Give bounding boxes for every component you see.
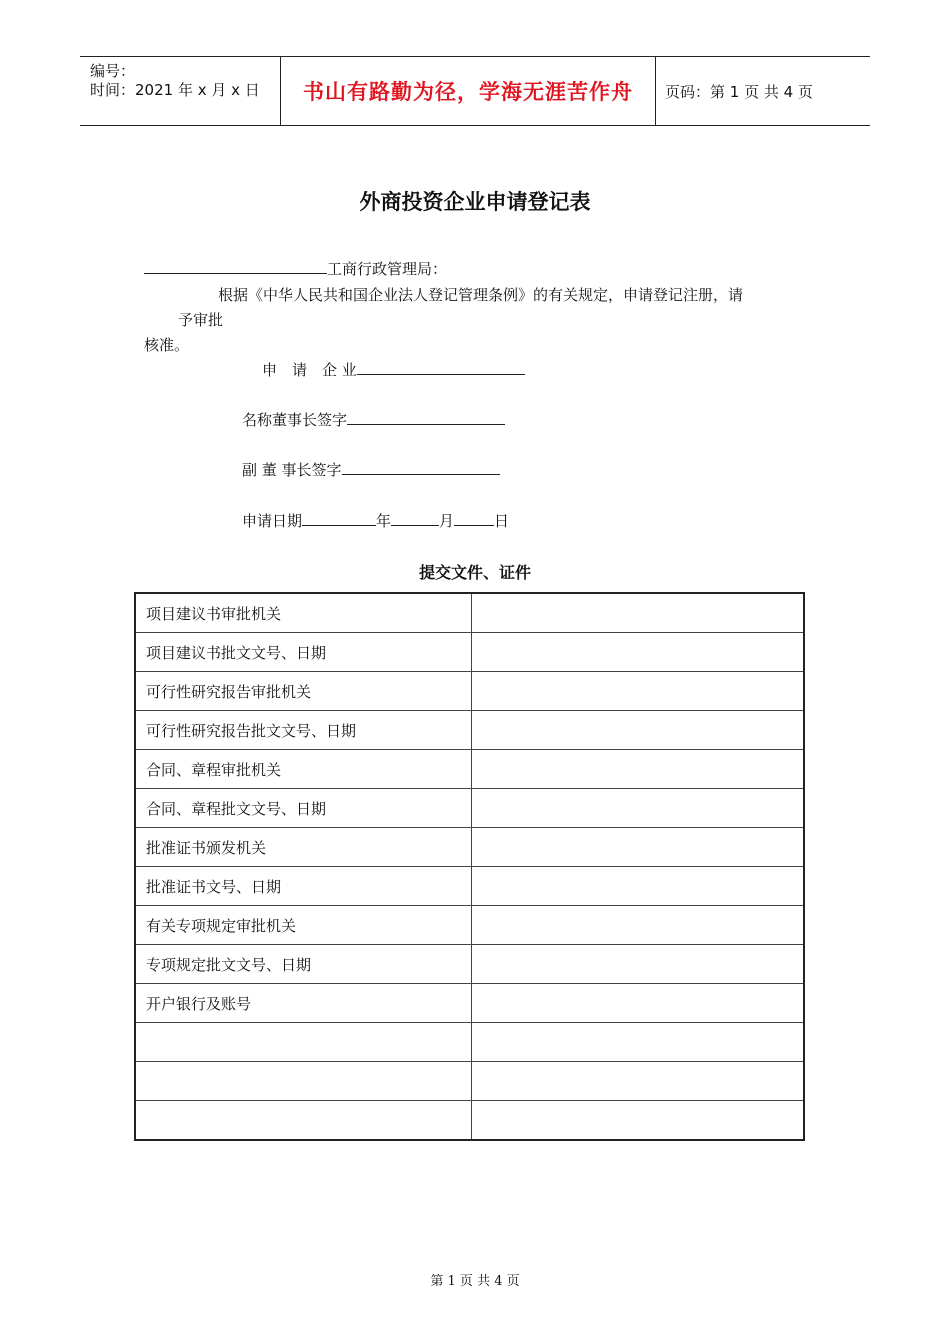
row-label: 项目建议书审批机关 xyxy=(135,593,472,633)
letter-body-line2: 予审批 xyxy=(178,311,224,329)
row-value-field[interactable] xyxy=(472,789,805,828)
row-value-field[interactable] xyxy=(472,945,805,984)
row-label: 批准证书颁发机关 xyxy=(135,828,472,867)
row-value-field[interactable] xyxy=(472,711,805,750)
row-label: 开户银行及账号 xyxy=(135,984,472,1023)
table-row xyxy=(135,633,804,672)
row-value-field[interactable] xyxy=(472,1023,805,1062)
row-label: 可行性研究报告批文文号、日期 xyxy=(135,711,472,750)
header-meta xyxy=(80,57,280,125)
page-header xyxy=(80,56,870,126)
row-value-field[interactable] xyxy=(472,672,805,711)
addressee-blank[interactable] xyxy=(144,261,327,274)
day-field[interactable] xyxy=(454,513,494,526)
year-field[interactable] xyxy=(302,513,376,526)
table-row xyxy=(135,906,804,945)
row-label: 可行性研究报告审批机关 xyxy=(135,672,472,711)
date-label: 申请日期 xyxy=(242,512,303,530)
row-label: 合同、章程批文文号、日期 xyxy=(135,789,472,828)
vice-chairman-row xyxy=(242,459,500,480)
row-value-field[interactable] xyxy=(472,633,805,672)
section-title: 提交文件、证件 xyxy=(418,563,531,582)
table-row xyxy=(135,711,804,750)
table-row xyxy=(135,1101,804,1141)
row-value-field[interactable] xyxy=(472,750,805,789)
table-row xyxy=(135,1023,804,1062)
addressee-line xyxy=(144,258,447,279)
month-label: 月 xyxy=(439,512,455,530)
applicant-row xyxy=(262,359,525,380)
row-label xyxy=(135,1101,472,1141)
applicant-field[interactable] xyxy=(357,362,525,375)
row-label: 专项规定批文文号、日期 xyxy=(135,945,472,984)
row-label: 有关专项规定审批机关 xyxy=(135,906,472,945)
row-label: 合同、章程审批机关 xyxy=(135,750,472,789)
row-value-field[interactable] xyxy=(472,1101,805,1141)
header-page-info: 页码：第 1 页 共 4 页 xyxy=(665,82,813,101)
row-value-field[interactable] xyxy=(472,1062,805,1101)
row-label: 批准证书文号、日期 xyxy=(135,867,472,906)
header-page-cell xyxy=(655,57,870,125)
date-row xyxy=(242,510,509,531)
applicant-label: 申 请 企 业 xyxy=(262,361,357,379)
page-footer: 第 1 页 共 4 页 xyxy=(430,1274,520,1289)
row-value-field[interactable] xyxy=(472,984,805,1023)
letter-body-line3: 核准。 xyxy=(144,336,190,354)
table-row xyxy=(135,867,804,906)
table-row xyxy=(135,593,804,633)
table-row xyxy=(135,672,804,711)
chairman-row xyxy=(242,409,505,430)
documents-table xyxy=(134,592,805,1141)
chairman-signature-field[interactable] xyxy=(347,412,505,425)
row-value-field[interactable] xyxy=(472,867,805,906)
document-title: 外商投资企业申请登记表 xyxy=(359,189,591,214)
document-date: 时间：2021 年 x 月 x 日 xyxy=(90,81,260,99)
row-value-field[interactable] xyxy=(472,906,805,945)
row-label: 项目建议书批文文号、日期 xyxy=(135,633,472,672)
row-label xyxy=(135,1023,472,1062)
table-row xyxy=(135,984,804,1023)
header-motto: 书山有路勤为径，学海无涯苦作舟 xyxy=(303,80,633,104)
vice-chairman-label: 副 董 事长签字 xyxy=(242,461,342,479)
month-field[interactable] xyxy=(391,513,439,526)
addressee-text: 工商行政管理局： xyxy=(327,260,448,278)
row-label xyxy=(135,1062,472,1101)
table-row xyxy=(135,945,804,984)
table-row xyxy=(135,1062,804,1101)
table-row xyxy=(135,789,804,828)
chairman-label: 名称董事长签字 xyxy=(242,411,348,429)
row-value-field[interactable] xyxy=(472,593,805,633)
table-row xyxy=(135,828,804,867)
year-label: 年 xyxy=(376,512,392,530)
header-motto-cell xyxy=(280,57,656,125)
row-value-field[interactable] xyxy=(472,828,805,867)
day-label: 日 xyxy=(494,512,510,530)
letter-body-line1: 根据《中华人民共和国企业法人登记管理条例》的有关规定，申请登记注册，请 xyxy=(218,286,744,304)
vice-chairman-signature-field[interactable] xyxy=(342,462,500,475)
table-row xyxy=(135,750,804,789)
document-number: 编号： xyxy=(90,62,136,80)
